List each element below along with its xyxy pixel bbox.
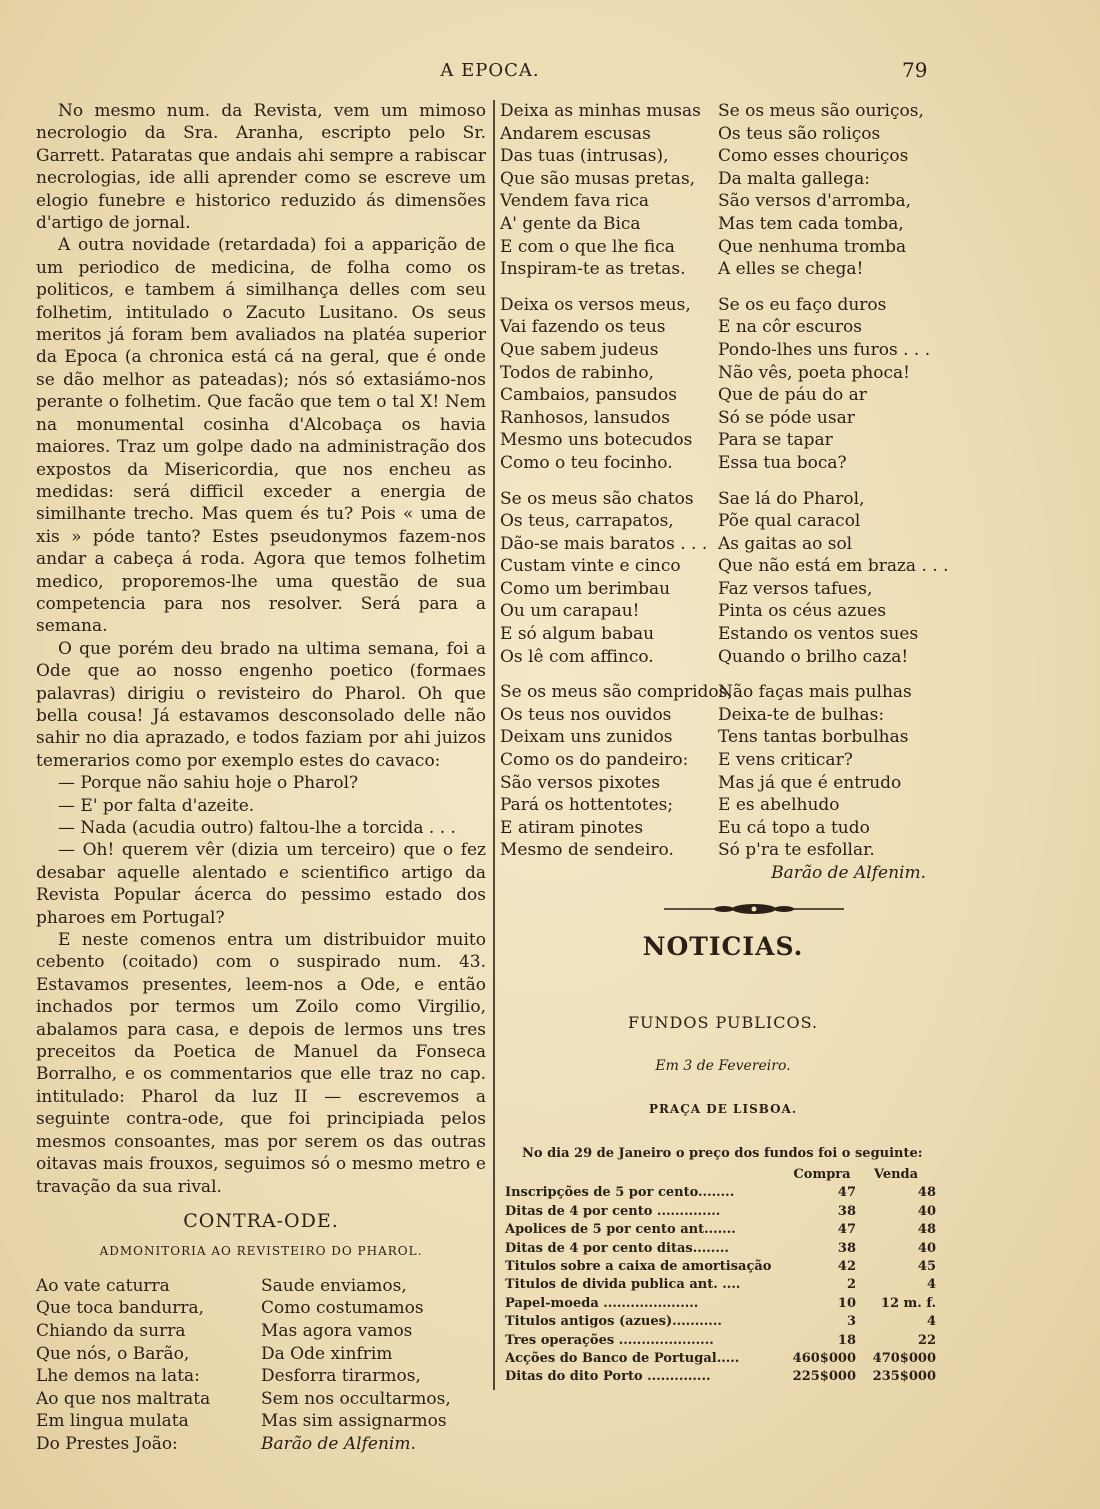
- poem-line: Só se póde usar: [718, 407, 855, 428]
- table-cell: 12 m. f.: [880, 1295, 936, 1311]
- table-cell: 40: [917, 1203, 936, 1219]
- subheading-fundos-publicos: FUNDOS PUBLICOS.: [627, 1013, 819, 1032]
- table-row: [505, 1295, 945, 1313]
- stanza: [500, 100, 718, 281]
- contra-ode-title: CONTRA-ODE.: [183, 1209, 339, 1232]
- poem-line: Que de páu do ar: [718, 385, 867, 406]
- poem-line: Do Prestes João:: [36, 1433, 178, 1454]
- poem-line: Quando o brilho caza!: [718, 646, 909, 667]
- poem-line: Da Ode xinfrim: [261, 1343, 393, 1364]
- poem-line: As gaitas ao sol: [718, 533, 853, 554]
- poem-line: Inspiram-te as tretas.: [500, 259, 686, 280]
- stanza-row: [500, 294, 940, 475]
- table-cell: 45: [917, 1258, 936, 1274]
- poem-line: E na côr escuros: [718, 317, 862, 338]
- poem-line: Deixam uns zunidos: [500, 727, 673, 748]
- poem-line: E vens criticar?: [718, 750, 853, 771]
- poem-line: Ao que nos maltrata: [36, 1388, 211, 1409]
- table-row: [505, 1368, 945, 1386]
- poem-line: Os teus são roliços: [718, 123, 881, 144]
- table-row: [505, 1184, 945, 1202]
- table-row: [505, 1276, 945, 1294]
- stanza: [718, 681, 936, 884]
- poem-line: Se os meus são chatos: [500, 488, 694, 509]
- table-cell: 22: [917, 1332, 936, 1348]
- poem-line: Pondo-lhes uns furos . . .: [718, 339, 931, 360]
- poem-column-left: [36, 1275, 261, 1456]
- table-cell: Ditas do dito Porto ..............: [505, 1369, 711, 1385]
- table-row: [505, 1258, 945, 1276]
- table-cell: 2: [846, 1277, 856, 1293]
- table-cell: 4: [926, 1314, 936, 1330]
- poem-line: Eu cá topo a tudo: [718, 817, 870, 838]
- column-rule: [493, 100, 495, 1390]
- table-cell: Titulos de divida publica ant. ....: [505, 1277, 741, 1293]
- table-cell: 460$000: [792, 1350, 856, 1366]
- dialogue-line: — E' por falta d'azeite.: [58, 795, 255, 816]
- table-cell: 47: [837, 1185, 856, 1201]
- poem-line: Que nenhuma tromba: [718, 236, 907, 257]
- paragraph: No mesmo num. da Revista, vem um mimoso necrologio da Sra. Aranha, escripto pelo Sr. Garrett. Pataratas que andais ahi sempre a rabiscar necrologias, ide alli aprender como se escreve um elogio funebre e historico reduzido ás dimensões d'artigo de jornal.: [36, 101, 486, 234]
- poem-line: Barão de Alfenim.: [261, 1433, 416, 1454]
- poem-line: Que são musas pretas,: [500, 168, 696, 189]
- poem-line: Essa tua boca?: [718, 452, 847, 473]
- table-cell: 470$000: [872, 1350, 936, 1366]
- table-cell: Titulos antigos (azues)...........: [505, 1314, 722, 1330]
- poem-line: Vendem fava rica: [500, 191, 649, 212]
- poem-line: E só algum babau: [500, 624, 655, 645]
- table-cell: Ditas de 4 por cento ..............: [505, 1203, 721, 1219]
- poem-line: Saude enviamos,: [261, 1275, 407, 1296]
- poem-line: Lhe demos na lata:: [36, 1366, 200, 1387]
- poem-line: Sem nos occultarmos,: [261, 1388, 451, 1409]
- table-cell: 18: [837, 1332, 856, 1348]
- table-cell: 225$000: [792, 1369, 856, 1385]
- stanza: [500, 681, 733, 884]
- table-cell: 42: [837, 1258, 856, 1274]
- poem-line: Não vês, poeta phoca!: [718, 362, 910, 383]
- table-cell: Ditas de 4 por cento ditas........: [505, 1240, 729, 1256]
- stanza: [718, 100, 936, 281]
- signature: Barão de Alfenim.: [771, 863, 926, 883]
- poem-line: Os teus nos ouvidos: [500, 704, 672, 725]
- poem-line: Põe qual caracol: [718, 511, 861, 532]
- paragraph: E neste comenos entra um distribuidor muito cebento (coitado) com o suspirado num. 43. Estavamos presentes, leem-nos a Ode, e então inchados por termos um Zoilo como Virgilio, abalamos para casa, e depois de lermos uns tres preceitos da Poetica de Manuel da Fonseca Borralho, e os commentarios que elle traz no cap. intitulado: Pharol da luz II — escrevemos a seguinte contra-ode, que foi principiada pelos mesmos consoantes, mas por serem os das outras oitavas mais frouxos, seguimos só o mesmo metro e travação da sua rival.: [36, 930, 486, 1197]
- date-line: Em 3 de Fevereiro.: [655, 1058, 791, 1074]
- table-header-cell: Compra: [793, 1167, 851, 1182]
- poem-line: Chiando da surra: [36, 1320, 186, 1341]
- poem-line: Deixa os versos meus,: [500, 294, 691, 315]
- table-cell: Titulos sobre a caixa de amortisação: [505, 1258, 772, 1274]
- poem-line: Deixa as minhas musas: [500, 101, 701, 121]
- table-cell: Apolices de 5 por cento ant.......: [505, 1222, 736, 1238]
- table-cell: 3: [846, 1314, 856, 1330]
- poem-line: Que não está em braza . . .: [718, 556, 949, 577]
- poem-line: Mas agora vamos: [261, 1320, 413, 1341]
- poem-line: Não faças mais pulhas: [718, 682, 912, 703]
- poem-line: Se os eu faço duros: [718, 294, 887, 315]
- table-cell: 40: [917, 1240, 936, 1256]
- poem-line: Cambaios, pansudos: [500, 385, 677, 406]
- poem-line: Pinta os céus azues: [718, 601, 887, 622]
- table-header-row: [505, 1166, 945, 1184]
- table-cell: 48: [917, 1222, 936, 1238]
- stanza: [718, 294, 936, 475]
- poem-line: Só p'ra te esfollar.: [718, 840, 875, 861]
- poem-line: A elles se chega!: [718, 259, 864, 280]
- table-cell: Acções do Banco de Portugal.....: [505, 1350, 740, 1366]
- table-row: [505, 1332, 945, 1350]
- contra-ode-poem: [36, 1275, 486, 1456]
- section-heading-noticias: NOTICIAS.: [642, 932, 804, 961]
- poem-line: Estando os ventos sues: [718, 624, 919, 645]
- stanza-row: [500, 681, 940, 884]
- poem-line: São versos d'arromba,: [718, 191, 912, 212]
- paragraph: A outra novidade (retardada) foi a apparição de um periodico de medicina, de folha como os politicos, e tambem á similhança delles com seu folhetim, intitulado o Zacuto Lusitano. Os seus meritos já foram bem avaliados na platéa superior da Epoca (a chronica está cá na geral, que é onde se dão melhor as pateadas); nós só extasiámo-nos perante o folhetim. Que facão que tem o tal X! Nem na monumental cosinha d'Alcobaça os havia maiores. Traz um golpe dado na administração dos expostos da Misericordia, que nos encheu as medidas: será difficil exceder a energia de similhante trecho. Mas quem és tu? Pois « uma de xis » póde tanto? Estes pseudonymos fazem-nos andar a cabeça á roda. Agora que temos folhetim medico, proporemos-lhe uma questão de sua competencia para nos resolver. Será para a semana.: [36, 235, 486, 637]
- poem-line: Faz versos tafues,: [718, 578, 873, 599]
- stanza: [500, 294, 718, 475]
- poem-line: A' gente da Bica: [500, 213, 641, 234]
- table-cell: Tres operações .....................: [505, 1332, 714, 1348]
- poem-line: E es abelhudo: [718, 795, 840, 816]
- poem-line: Mas sim assignarmos: [261, 1411, 447, 1432]
- poem-line: Desforra tirarmos,: [261, 1366, 421, 1387]
- poem-line: Se os meus são compridos,: [500, 682, 733, 703]
- table-row: [505, 1221, 945, 1239]
- table-cell: Papel-moeda .....................: [505, 1295, 699, 1311]
- poem-line: Para se tapar: [718, 430, 833, 451]
- poem-line: Os teus, carrapatos,: [500, 511, 674, 532]
- dialogue-line: — Porque não sahiu hoje o Pharol?: [58, 773, 359, 794]
- poem-line: Deixa-te de bulhas:: [718, 704, 885, 725]
- poem-line: Mesmo de sendeiro.: [500, 840, 674, 861]
- poem-line: Vai fazendo os teus: [500, 317, 666, 338]
- table-cell: 4: [926, 1277, 936, 1293]
- table-row: [505, 1350, 945, 1368]
- poem-line: Pará os hottentotes;: [500, 795, 674, 816]
- poem-line: São versos pixotes: [500, 772, 661, 793]
- table-row: [505, 1240, 945, 1258]
- poem-line: Mas tem cada tomba,: [718, 213, 904, 234]
- poem-line: Custam vinte e cinco: [500, 556, 681, 577]
- subheading-praca: PRAÇA DE LISBOA.: [648, 1102, 798, 1116]
- poem-line: Mas já que é entrudo: [718, 772, 902, 793]
- left-column: [36, 100, 486, 1455]
- poem-line: Que sabem judeus: [500, 339, 659, 360]
- stanza-row: [500, 488, 949, 669]
- poem-line: Dão-se mais baratos . . .: [500, 533, 708, 554]
- poem-line: Como os do pandeiro:: [500, 750, 689, 771]
- dialogue-line: — Nada (acudia outro) faltou-lhe a torcida . . .: [58, 818, 456, 838]
- table-cell: 38: [837, 1240, 856, 1256]
- poem-line: Que toca bandurra,: [36, 1298, 205, 1319]
- poem-line: Tens tantas borbulhas: [718, 727, 909, 748]
- poem-line: Como o teu focinho.: [500, 452, 673, 473]
- poem-line: Em lingua mulata: [36, 1411, 189, 1432]
- paragraph: O que porém deu brado na ultima semana, foi a Ode que ao nosso engenho poetico (formaes palavras) dirigiu o revisteiro do Pharol. Oh que bella cousa! Já estavamos desconsolado delle não sahir no dia aprazado, e todos faziam por ahi juizos temerarios como por exemplo estes do cavaco:: [36, 638, 486, 771]
- stanza-row: [500, 100, 940, 281]
- poem-line: Se os meus são ouriços,: [718, 101, 924, 121]
- table-header-cell: [505, 1166, 788, 1184]
- stanza: [718, 488, 949, 669]
- poem-line: Mesmo uns botecudos: [500, 430, 693, 451]
- table-cell: 48: [917, 1185, 936, 1201]
- table-cell: Inscripções de 5 por cento........: [505, 1185, 735, 1201]
- poem-line: Ranhosos, lansudos: [500, 407, 670, 428]
- table-cell: 10: [837, 1295, 856, 1311]
- poem-line: Que nós, o Barão,: [36, 1343, 190, 1364]
- poem-line: Como um berimbau: [500, 578, 671, 599]
- table-row: [505, 1203, 945, 1221]
- poem-line: Das tuas (intrusas),: [500, 146, 669, 167]
- running-title: A EPOCA.: [440, 60, 540, 81]
- stanza: [500, 488, 718, 669]
- ornament-divider-icon: [664, 902, 844, 916]
- right-column-poem: [500, 100, 949, 898]
- poem-line: Ou um carapau!: [500, 601, 640, 622]
- poem-line: Da malta gallega:: [718, 168, 870, 189]
- poem-line: E com o que lhe fica: [500, 236, 675, 257]
- poem-line: Os lê com affinco.: [500, 646, 654, 667]
- table-row: [505, 1313, 945, 1331]
- prices-table: [505, 1166, 945, 1387]
- page-number: 79: [902, 58, 928, 82]
- table-header-cell: Venda: [873, 1167, 919, 1182]
- poem-line: Como costumamos: [261, 1298, 424, 1319]
- poem-column-right: [261, 1275, 486, 1456]
- admonitoria-subtitle: ADMONITORIA AO REVISTEIRO DO PHAROL.: [99, 1244, 423, 1259]
- poem-line: Andarem escusas: [500, 123, 651, 144]
- prices-intro: No dia 29 de Janeiro o preço dos fundos foi o seguinte:: [522, 1146, 923, 1161]
- poem-line: Como esses chouriços: [718, 146, 909, 167]
- dialogue-line: — Oh! querem vêr (dizia um terceiro) que o fez desabar aquelle alentado e scientifico artigo da Revista Popular ácerca do pessimo estado dos pharoes em Portugal?: [36, 840, 486, 928]
- poem-line: E atiram pinotes: [500, 817, 644, 838]
- table-cell: 47: [837, 1222, 856, 1238]
- table-cell: 235$000: [872, 1369, 936, 1385]
- poem-line: Todos de rabinho,: [500, 362, 654, 383]
- poem-line: Ao vate caturra: [36, 1275, 170, 1296]
- table-cell: 38: [837, 1203, 856, 1219]
- poem-line: Sae lá do Pharol,: [718, 488, 865, 509]
